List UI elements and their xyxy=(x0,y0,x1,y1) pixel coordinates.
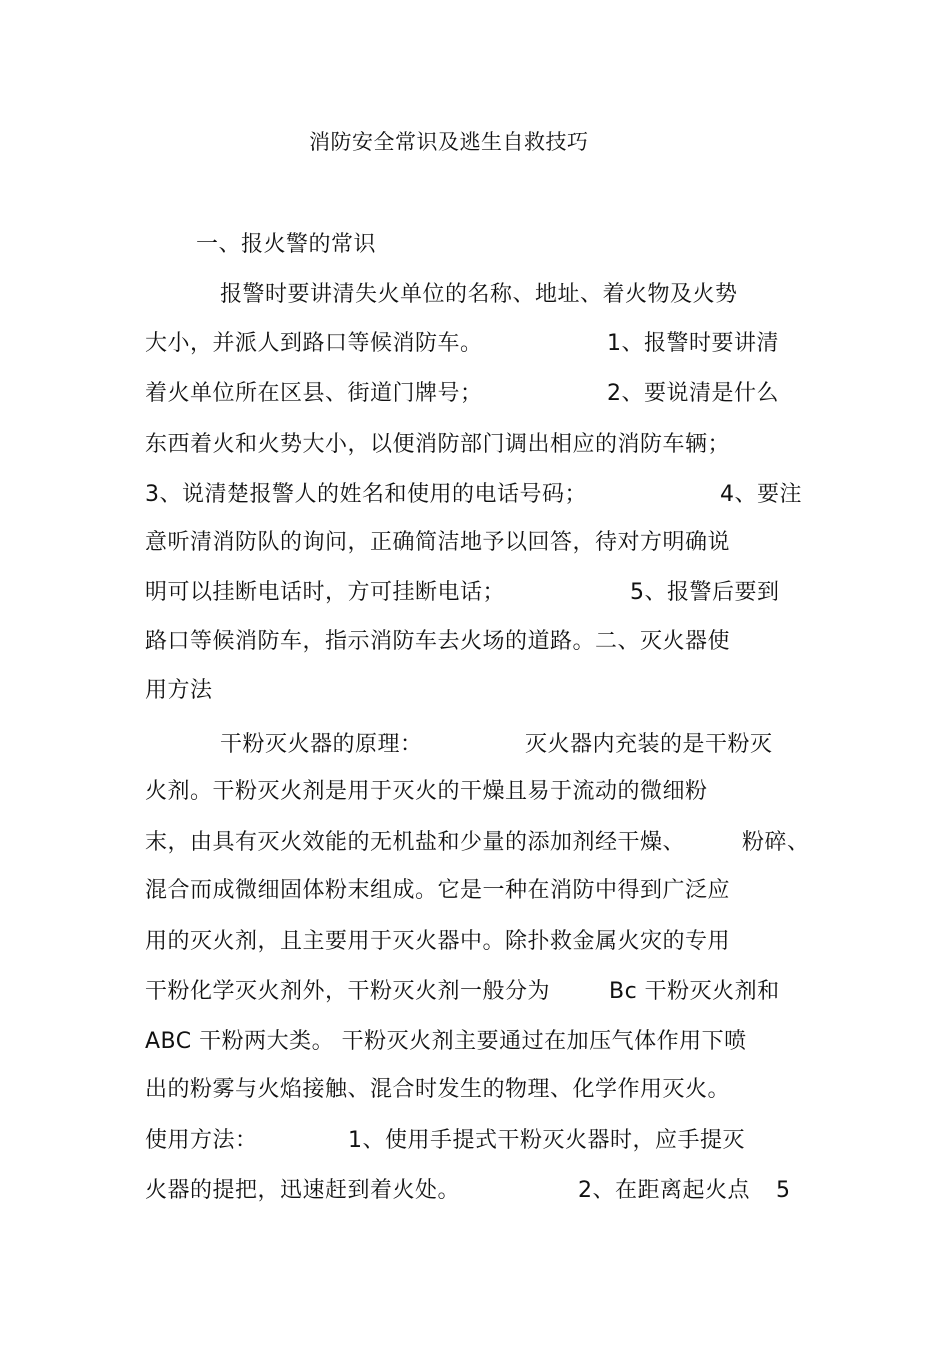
paragraph-line: 用的灭火剂，且主要用于灭火器中。除扑救金属火灾的专用 xyxy=(145,929,731,954)
paragraph-line-continued: 1、使用手提式干粉灭火器时，应手提灭 xyxy=(348,1128,745,1153)
paragraph-line: 意听清消防队的询问，正确简洁地予以回答，待对方明确说 xyxy=(145,530,731,555)
paragraph-line: 出的粉雾与火焰接触、混合时发生的物理、化学作用灭火。 xyxy=(145,1077,731,1102)
paragraph-line-continued: Bc 干粉灭火剂和 xyxy=(609,979,780,1004)
paragraph-line: 大小，并派人到路口等候消防车。 xyxy=(145,331,483,356)
paragraph-line: 着火单位所在区县、街道门牌号； xyxy=(145,381,483,406)
paragraph-line: 干粉灭火器的原理： xyxy=(220,732,423,757)
paragraph-line: ABC 干粉两大类。 干粉灭火剂主要通过在加压气体作用下喷 xyxy=(145,1029,747,1054)
paragraph-line-continued: 5、报警后要到 xyxy=(630,580,780,605)
paragraph-line: 报警时要讲清失火单位的名称、地址、着火物及火势 xyxy=(220,282,738,307)
paragraph-line-continued: 4、要注 xyxy=(720,482,802,507)
paragraph-line: 干粉化学灭火剂外，干粉灭火剂一般分为 xyxy=(145,979,551,1004)
section-heading-fire-alarm: 一、报火警的常识 xyxy=(196,232,377,257)
paragraph-line: 路口等候消防车，指示消防车去火场的道路。二、灭火器使 xyxy=(145,629,731,654)
paragraph-line: 东西着火和火势大小，以便消防部门调出相应的消防车辆； xyxy=(145,432,731,457)
paragraph-line-continued: 1、报警时要讲清 xyxy=(607,331,779,356)
paragraph-line: 末，由具有灭火效能的无机盐和少量的添加剂经干燥、 xyxy=(145,830,686,855)
paragraph-line-continued: 粉碎、 xyxy=(742,830,810,855)
paragraph-line-continued: 2、在距离起火点 xyxy=(578,1178,750,1203)
paragraph-line-continued: 灭火器内充装的是干粉灭 xyxy=(525,732,773,757)
paragraph-line-continued: 5 xyxy=(776,1178,791,1203)
section-heading-extinguisher-usage: 用方法 xyxy=(145,678,213,703)
paragraph-line: 混合而成微细固体粉末组成。它是一种在消防中得到广泛应 xyxy=(145,878,731,903)
paragraph-line: 火器的提把，迅速赶到着火处。 xyxy=(145,1178,461,1203)
paragraph-line-continued: 2、要说清是什么 xyxy=(607,381,779,406)
paragraph-line: 明可以挂断电话时，方可挂断电话； xyxy=(145,580,506,605)
paragraph-line: 使用方法： xyxy=(145,1128,258,1153)
paragraph-line: 火剂。干粉灭火剂是用于灭火的干燥且易于流动的微细粉 xyxy=(145,779,708,804)
page-title: 消防安全常识及逃生自救技巧 xyxy=(309,130,589,154)
paragraph-line: 3、说清楚报警人的姓名和使用的电话号码； xyxy=(145,482,587,507)
